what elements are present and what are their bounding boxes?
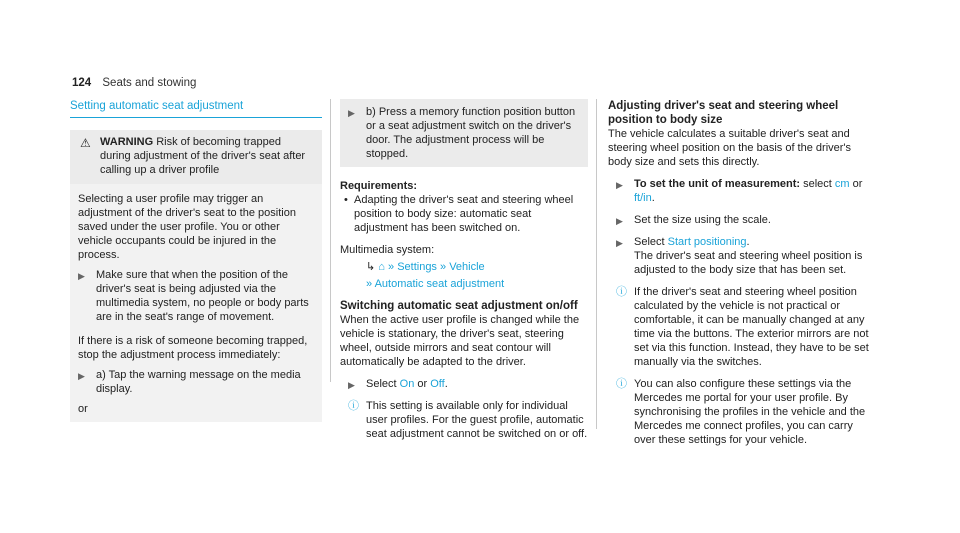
ftin-option[interactable]: ft/in xyxy=(634,192,652,204)
page-number: 124 xyxy=(72,77,92,89)
column-1 xyxy=(70,99,322,432)
start-positioning-option[interactable]: Start positioning xyxy=(667,236,747,248)
switching-text: When the active user profile is changed while the vehicle is stationary, the driver's seat, steering wheel, outside mirrors and seat contour will automatically be adapted to the driver. xyxy=(340,314,580,368)
or-text: or xyxy=(78,403,88,415)
switching-title: Switching automatic seat adjustment on/off xyxy=(340,300,578,312)
info-note xyxy=(340,399,588,441)
step-arrow-icon: ▶ xyxy=(348,108,355,118)
column-3 xyxy=(608,99,873,455)
menu-row-2 xyxy=(366,277,588,291)
return-arrow-icon: ↳ xyxy=(366,261,376,273)
chapter-title: Seats and stowing xyxy=(102,77,197,89)
info-icon: ⓘ xyxy=(348,400,359,412)
select-word: Select xyxy=(634,236,665,248)
step-start-positioning: ▶ Select Start positioning. The driver's seat and steering wheel position is adjusted to the body size that has been set. xyxy=(608,235,873,277)
menu-arrow-icon: » xyxy=(440,261,447,273)
info-icon: ⓘ xyxy=(616,286,627,298)
step-press-memory xyxy=(340,99,588,167)
info-text: This setting is available only for individual user profiles. For the guest profile, automatic seat adjustment cannot be switched on or off. xyxy=(366,400,588,440)
step-tap-warning xyxy=(70,368,322,402)
info-text: You can also configure these settings via the Mercedes me portal for your user profile. By synchronising the profiles in the vehicle and the Mercedes me connect profiles, you can carry over these settings for your vehicle. xyxy=(634,378,866,446)
step-arrow-icon: ▶ xyxy=(348,380,355,390)
requirements-title: Requirements: xyxy=(340,180,418,192)
column-2 xyxy=(340,99,588,449)
cm-option[interactable]: cm xyxy=(834,178,850,190)
info-text: If the driver's seat and steering wheel position calculated by the vehicle is not practical or comfortable, it can be manually changed at any time via the buttons. The exterior mirrors are not set via this function. Instead, they have to be set manually via the switches. xyxy=(634,286,869,368)
unit-select-text: select xyxy=(803,178,832,190)
intro-text: The vehicle calculates a suitable driver's seat and steering wheel position on the basis of the driver's body size and sets this directly. xyxy=(608,128,852,168)
menu-settings-link[interactable]: Settings xyxy=(397,261,437,273)
home-icon[interactable]: ⌂ xyxy=(378,261,385,273)
step-text: a) Tap the warning message on the media display. xyxy=(96,369,301,395)
select-prefix: Select xyxy=(366,378,397,390)
step-select-on-off: ▶ Select On or Off. xyxy=(348,378,448,390)
info-icon: ⓘ xyxy=(616,378,627,390)
menu-row-1 xyxy=(366,260,588,274)
step-text: b) Press a memory function position button or a seat adjustment switch on the driver's door. The adjustment process will be stopped. xyxy=(366,106,576,160)
menu-path xyxy=(340,260,588,291)
section-title-automatic-seat: Setting automatic seat adjustment xyxy=(70,99,322,118)
bullet-icon: • xyxy=(344,194,348,206)
menu-arrow-icon: » xyxy=(366,278,373,290)
step-arrow-icon: ▶ xyxy=(78,271,85,281)
on-option[interactable]: On xyxy=(399,378,415,390)
warning-box xyxy=(70,130,322,184)
step-scale xyxy=(608,213,873,227)
step-text: Set the size using the scale. xyxy=(634,214,771,226)
step-arrow-icon: ▶ xyxy=(616,180,623,190)
step-arrow-icon: ▶ xyxy=(78,371,85,381)
or-text: or xyxy=(852,178,863,190)
step-make-sure xyxy=(70,268,322,330)
off-option[interactable]: Off xyxy=(430,378,445,390)
start-positioning-text: The driver's seat and steering wheel position is adjusted to the body size that has been set. xyxy=(634,250,863,276)
menu-arrow-icon: » xyxy=(388,261,395,273)
column-divider xyxy=(330,99,331,382)
step-text: Make sure that when the position of the driver's seat is being adjusted via the multimedia system, no people or body parts are in the seat's range of movement. xyxy=(96,269,309,323)
trapped-paragraph: If there is a risk of someone becoming trapped, stop the adjustment process immediately: xyxy=(78,335,308,361)
multimedia-label: Multimedia system: xyxy=(340,244,435,256)
requirement-text: Adapting the driver's seat and steering wheel position to body size: automatic seat adjustment has been switched on. xyxy=(354,194,574,234)
column-divider xyxy=(596,99,597,429)
info-note-1 xyxy=(608,285,873,369)
warning-block xyxy=(70,130,322,422)
warning-label: WARNING xyxy=(100,136,154,148)
menu-automatic-seat-link[interactable]: Automatic seat adjustment xyxy=(374,278,505,290)
menu-vehicle-link[interactable]: Vehicle xyxy=(449,261,485,273)
page-header xyxy=(72,77,196,89)
or-text: or xyxy=(417,378,428,390)
requirement-item xyxy=(340,193,588,235)
warning-triangle-icon: ⚠ xyxy=(80,136,91,150)
warning-description: Selecting a user profile may trigger an adjustment of the driver's seat to the position saved under the user profile. You or other vehicle occupants could be injured in the process. xyxy=(78,193,296,261)
section-title-body-size: Adjusting driver's seat and steering wheel position to body size xyxy=(608,100,839,126)
info-note-2 xyxy=(608,377,873,447)
unit-label: To set the unit of measurement: xyxy=(634,178,801,190)
step-unit: ▶ To set the unit of measurement: select cm or ft/in. xyxy=(616,178,863,204)
warning-text: Risk of becoming trapped during adjustment of the driver's seat after calling up a driver profile xyxy=(100,136,306,176)
step-arrow-icon: ▶ xyxy=(616,216,623,226)
step-arrow-icon: ▶ xyxy=(616,238,623,248)
